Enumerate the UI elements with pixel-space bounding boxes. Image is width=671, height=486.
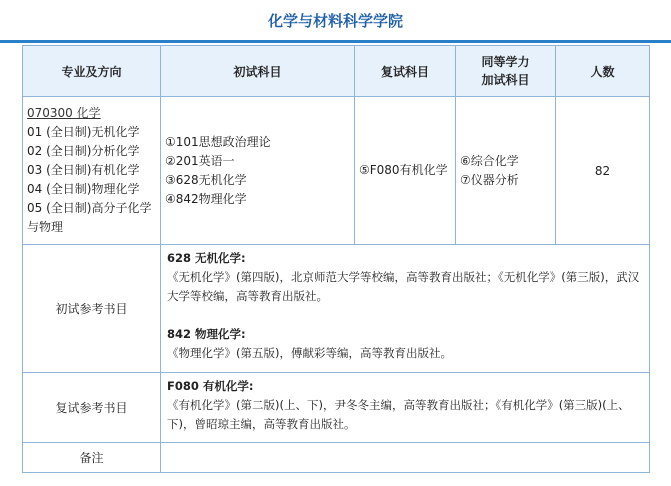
- ref-title: 842 物理化学:: [167, 327, 246, 341]
- header-count: 人数: [556, 46, 650, 97]
- header-prelim: 初试科目: [161, 46, 355, 97]
- retest-subject-cell: [355, 97, 456, 245]
- major-cell: [23, 97, 161, 245]
- ref-title: 628 无机化学:: [167, 251, 246, 265]
- direction-item: 04 (全日制)物理化学: [27, 182, 140, 196]
- direction-item: 01 (全日制)无机化学: [27, 125, 140, 139]
- remarks-value: [161, 443, 650, 473]
- retest-refs-label: 复试参考书目: [23, 373, 161, 443]
- ref-text: 《物理化学》(第五版)，傅献彩等编，高等教育出版社。: [167, 346, 452, 360]
- title-divider: [0, 40, 671, 43]
- prelim-subject: ②201英语一: [165, 153, 235, 168]
- prelim-subjects-cell: [161, 97, 355, 245]
- count-cell: 82: [556, 97, 650, 245]
- prelim-refs-cell: [161, 245, 650, 373]
- direction-item: 03 (全日制)有机化学: [27, 163, 140, 177]
- remarks-label: 备注: [23, 443, 161, 473]
- prelim-refs-label: 初试参考书目: [23, 245, 161, 373]
- equiv-subject: ⑥综合化学: [460, 153, 519, 168]
- header-equiv-line2: 加试科目: [481, 73, 530, 87]
- prelim-refs-row: [23, 245, 650, 373]
- prelim-subject: ①101思想政治理论: [165, 134, 271, 149]
- retest-subject: ⑤F080有机化学: [359, 163, 448, 177]
- retest-refs-cell: [161, 373, 650, 443]
- major-code-link[interactable]: 070300 化学: [27, 106, 101, 120]
- spacer: [167, 306, 643, 325]
- direction-item: 05 (全日制)高分子化学与物理: [27, 201, 152, 234]
- prelim-subject: ③628无机化学: [165, 172, 247, 187]
- ref-title: F080 有机化学:: [167, 379, 254, 393]
- remarks-row: [23, 443, 650, 473]
- direction-item: 02 (全日制)分析化学: [27, 144, 140, 158]
- equiv-subject: ⑦仪器分析: [460, 172, 519, 187]
- ref-text: 《有机化学》(第二版)(上、下)，尹冬冬主编，高等教育出版社；《有机化学》(第三版)(上、下)，曾昭琼主编，高等教育出版社。: [167, 398, 630, 431]
- prelim-subject: ④842物理化学: [165, 191, 247, 206]
- equiv-subjects-cell: [456, 97, 556, 245]
- ref-text: 《无机化学》(第四版)，北京师范大学等校编，高等教育出版社；《无机化学》(第三版)，武汉大学等校编，高等教育出版社。: [167, 270, 640, 303]
- page-title: 化学与材料科学学院: [267, 11, 403, 30]
- header-major: 专业及方向: [23, 46, 161, 97]
- retest-refs-row: [23, 373, 650, 443]
- major-row: [23, 97, 650, 245]
- header-equiv: [456, 46, 556, 97]
- header-equiv-line1: 同等学力: [481, 55, 530, 69]
- header-row: [23, 46, 650, 97]
- header-retest: 复试科目: [355, 46, 456, 97]
- admission-table: [22, 45, 650, 473]
